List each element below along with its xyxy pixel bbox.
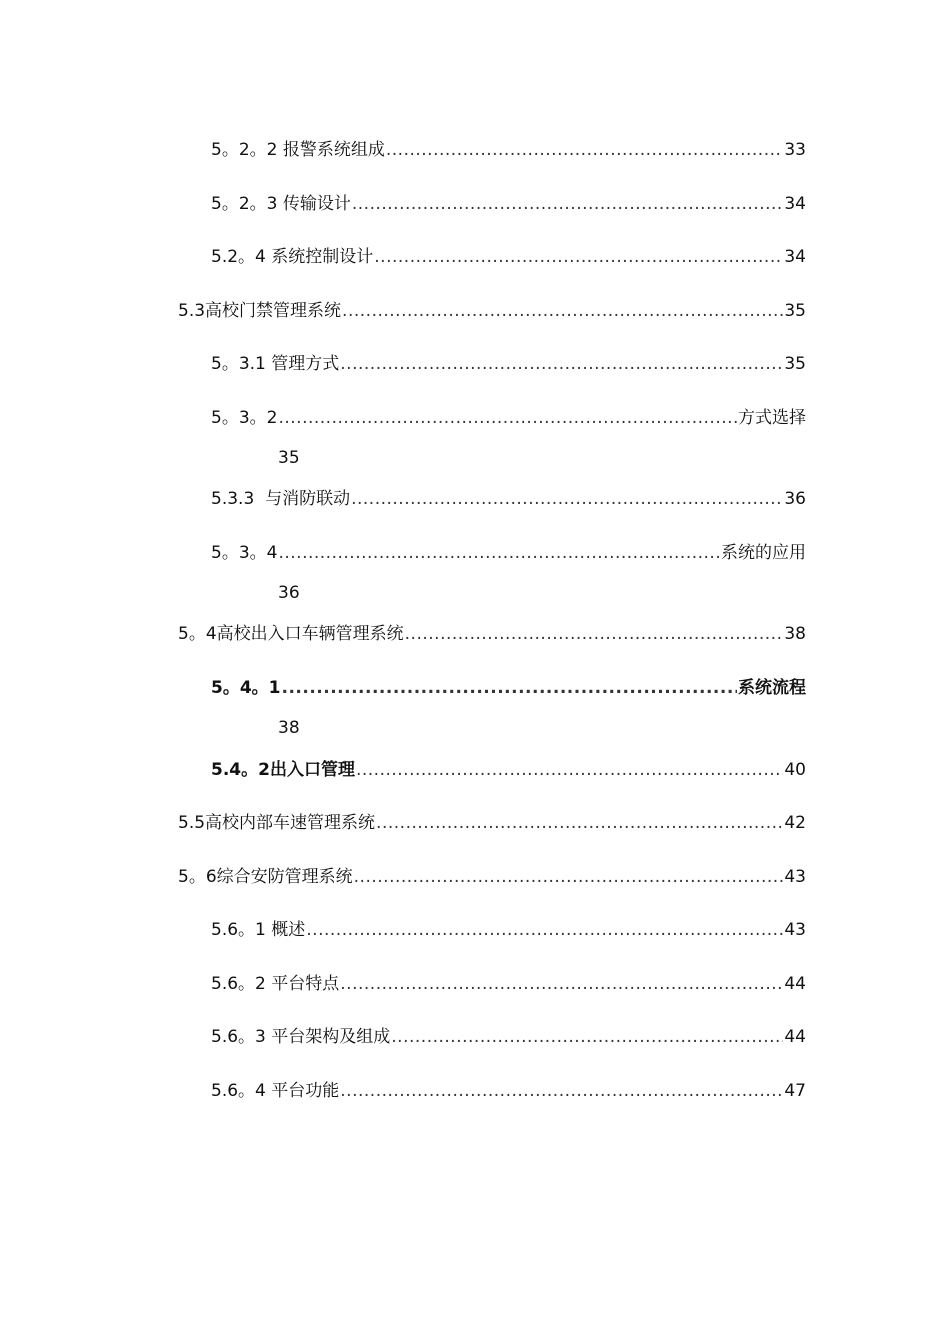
toc-page-number: 42 [784, 813, 806, 833]
toc-leader [278, 405, 737, 431]
toc-leader [376, 810, 783, 836]
toc-entry-5-4-1[interactable] [0, 675, 950, 701]
toc-title: 概述 [271, 920, 306, 940]
toc-page-number: 47 [784, 1081, 806, 1101]
toc-number: 5.6。1 [211, 920, 272, 940]
toc-entry-5-2-2[interactable] [0, 137, 950, 163]
toc-leader [354, 864, 784, 890]
toc-leader [306, 917, 783, 943]
toc-number: 5。2。2 [211, 140, 283, 160]
toc-leader [386, 137, 784, 163]
toc-page-number: 44 [784, 1027, 806, 1047]
toc-page-number: 36 [784, 489, 806, 509]
toc-leader [340, 1078, 783, 1104]
toc-entry-5-6-1[interactable] [0, 917, 950, 943]
toc-entry-5-3-3[interactable] [0, 486, 950, 512]
toc-entry-5-3[interactable] [0, 298, 950, 324]
toc-number: 5.6。3 [211, 1027, 272, 1047]
toc-leader [405, 621, 784, 647]
toc-title: 系统流程 [738, 678, 806, 698]
toc-page-number: 35 [784, 301, 806, 321]
toc-leader [340, 351, 783, 377]
toc-leader [374, 244, 783, 270]
toc-page-number: 40 [784, 760, 806, 780]
toc-title: 高校出入口车辆管理系统 [216, 624, 404, 644]
toc-page-number: 38 [784, 624, 806, 644]
toc-page-number: 34 [784, 247, 806, 267]
toc-number: 5。3.1 [211, 354, 272, 374]
toc-entry-5-3-1[interactable] [0, 351, 950, 377]
toc-entry-5-6-4[interactable] [0, 1078, 950, 1104]
toc-page-number: 35 [278, 448, 300, 468]
toc-number: 5.5 [178, 813, 206, 833]
toc-page-number: 43 [784, 920, 806, 940]
toc-number: 5。4。1 [211, 678, 281, 698]
toc-entry-5-2-3[interactable] [0, 191, 950, 217]
toc-entry-5-6-2[interactable] [0, 971, 950, 997]
toc-entry-5-4-2[interactable] [0, 757, 950, 783]
toc-page-number: 43 [784, 867, 806, 887]
toc-entry-5-6[interactable] [0, 864, 950, 890]
toc-leader [278, 540, 720, 566]
toc-title: 平台架构及组成 [271, 1027, 391, 1047]
toc-leader [340, 971, 783, 997]
toc-number: 5.3 [178, 301, 206, 321]
toc-number: 5。3。2 [211, 408, 278, 428]
toc-title: 报警系统组成 [282, 140, 385, 160]
toc-leader [356, 757, 783, 783]
toc-number: 5.4。2 [211, 760, 270, 780]
toc-title: 传输设计 [282, 194, 351, 214]
toc-number: 5。4 [178, 624, 217, 644]
toc-entry-5-6-3[interactable] [0, 1024, 950, 1050]
toc-entry-5-3-2[interactable] [0, 405, 950, 431]
toc-title: 平台功能 [271, 1081, 340, 1101]
toc-entry-5-4[interactable] [0, 621, 950, 647]
toc-title: 出入口管理 [269, 760, 355, 780]
toc-leader [351, 486, 783, 512]
toc-leader [282, 675, 738, 701]
toc-leader [391, 1024, 783, 1050]
toc-leader [342, 298, 783, 324]
toc-entry-5-2-4[interactable] [0, 244, 950, 270]
toc-page-number: 38 [278, 718, 300, 738]
toc-leader [352, 191, 784, 217]
toc-number: 5.6。4 [211, 1081, 272, 1101]
toc-number: 5。2。3 [211, 194, 283, 214]
toc-title: 平台特点 [271, 974, 340, 994]
toc-page-number: 36 [278, 583, 300, 603]
toc-title: 与消防联动 [259, 489, 351, 509]
toc-number: 5。3。4 [211, 543, 278, 563]
toc-page-number: 35 [784, 354, 806, 374]
toc-title: 高校内部车速管理系统 [205, 813, 376, 833]
toc-page-number: 33 [784, 140, 806, 160]
toc-page-number: 34 [784, 194, 806, 214]
toc-title: 管理方式 [271, 354, 340, 374]
toc-title: 系统的应用 [721, 543, 806, 563]
toc-number: 5.2。4 [211, 247, 272, 267]
toc-number: 5.3.3 [211, 489, 260, 509]
toc-page-number: 44 [784, 974, 806, 994]
toc-title: 高校门禁管理系统 [205, 301, 342, 321]
toc-number: 5。6 [178, 867, 217, 887]
toc-number: 5.6。2 [211, 974, 272, 994]
toc-title: 综合安防管理系统 [216, 867, 353, 887]
toc-title: 系统控制设计 [271, 247, 374, 267]
toc-entry-5-3-4[interactable] [0, 540, 950, 566]
toc-entry-5-5[interactable] [0, 810, 950, 836]
toc-title: 方式选择 [738, 408, 806, 428]
